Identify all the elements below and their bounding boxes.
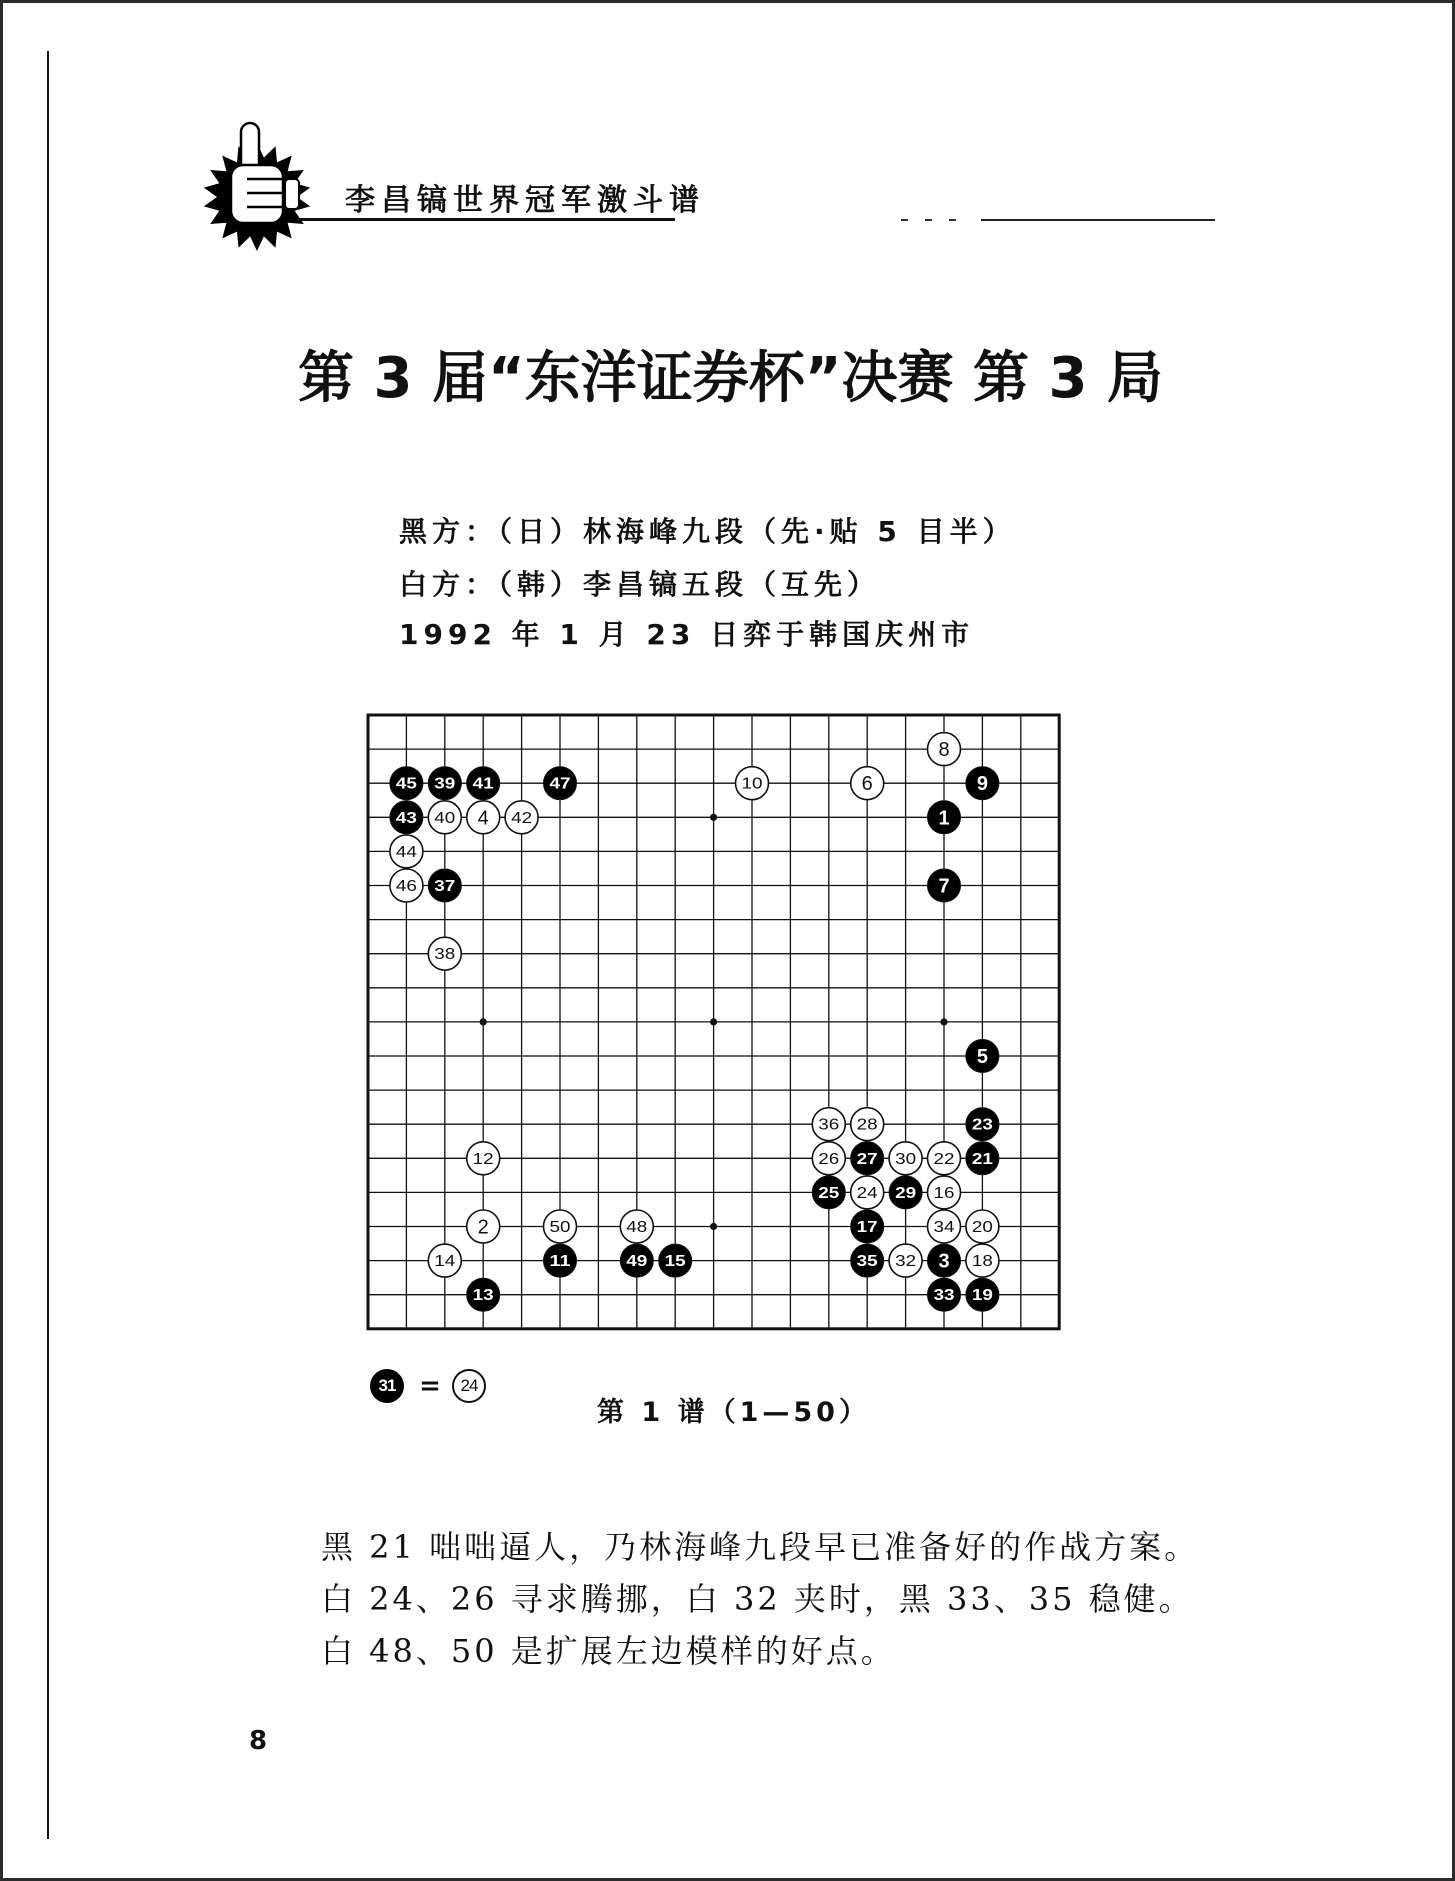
stone-white-42 [505, 801, 538, 834]
move-number: 8 [938, 739, 950, 762]
move-number: 12 [472, 1150, 494, 1168]
stone-white-26 [812, 1142, 845, 1175]
move-number: 30 [895, 1150, 917, 1168]
move-number: 6 [861, 773, 873, 796]
stone-black-29 [889, 1176, 922, 1209]
stone-black-43 [390, 801, 423, 834]
stone-white-34 [928, 1210, 961, 1243]
star-point [710, 814, 717, 821]
move-number: 34 [933, 1219, 955, 1236]
move-number: 43 [395, 809, 418, 827]
commentary-line: 黑 21 咄咄逼人，乃林海峰九段早已准备好的作战方案。 [321, 1528, 1200, 1566]
stone-black-11 [544, 1244, 577, 1277]
stone-black-45 [390, 767, 423, 800]
move-number: 21 [971, 1150, 994, 1168]
stone-black-17 [851, 1210, 884, 1243]
move-number: 46 [395, 878, 418, 895]
stone-black-7 [928, 869, 961, 902]
stone-black-3 [928, 1244, 961, 1277]
move-number: 50 [549, 1219, 571, 1236]
move-number: 44 [395, 843, 418, 861]
note-black-stone: 31 [370, 1369, 404, 1403]
stone-white-20 [966, 1210, 999, 1243]
commentary-line: 白 48、50 是扩展左边模样的好点。 [321, 1632, 896, 1670]
game-title: 第 3 届“东洋证券杯”决赛 第 3 局 [297, 346, 1164, 411]
header-rule-dot [901, 219, 908, 221]
stone-black-39 [428, 767, 461, 800]
move-number: 37 [434, 878, 456, 895]
header-rule-dot [925, 219, 932, 221]
black-player-line: 黑方：（日）林海峰九段（先·贴 5 目半） [399, 515, 1016, 548]
stone-white-22 [928, 1142, 961, 1175]
header-rule-dot [949, 219, 956, 221]
move-number: 22 [933, 1150, 955, 1168]
move-number: 15 [664, 1253, 686, 1271]
note-white-stone: 24 [452, 1369, 486, 1403]
move-number: 5 [976, 1046, 988, 1068]
stone-white-30 [889, 1142, 922, 1175]
stone-white-44 [390, 835, 423, 868]
stone-white-18 [966, 1244, 999, 1277]
star-point [710, 1018, 717, 1025]
stone-black-9 [966, 767, 999, 800]
white-player-line: 白方：（韩）李昌镐五段（互先） [399, 568, 881, 601]
move-number: 13 [472, 1287, 494, 1305]
move-number: 3 [938, 1250, 950, 1273]
move-number: 23 [971, 1116, 994, 1134]
stone-black-19 [966, 1278, 999, 1311]
page-number: 8 [249, 1726, 268, 1756]
stone-white-24 [851, 1176, 884, 1209]
move-number: 11 [549, 1253, 571, 1271]
note-equals-sign: = [419, 1371, 441, 1401]
stone-black-49 [620, 1244, 653, 1277]
stone-white-50 [544, 1210, 577, 1243]
star-point [940, 1018, 947, 1025]
move-number: 27 [856, 1150, 878, 1168]
stone-white-40 [428, 801, 461, 834]
stone-black-1 [928, 801, 961, 834]
move-number: 18 [971, 1253, 994, 1271]
stone-black-23 [966, 1108, 999, 1141]
header-rule-thin [981, 219, 1215, 221]
header-rule [297, 218, 675, 221]
move-number: 39 [434, 775, 456, 793]
stone-white-46 [390, 869, 423, 902]
move-number: 28 [856, 1116, 878, 1134]
move-number: 7 [938, 875, 950, 898]
move-number: 20 [971, 1219, 994, 1236]
stone-white-28 [851, 1108, 884, 1141]
move-number: 42 [511, 809, 533, 827]
move-number: 38 [434, 946, 456, 964]
move-number: 16 [933, 1184, 955, 1202]
move-number: 48 [626, 1219, 648, 1236]
move-number: 35 [856, 1253, 878, 1271]
stone-black-15 [659, 1244, 692, 1277]
move-number: 32 [895, 1253, 917, 1271]
stone-white-10 [736, 767, 769, 800]
stone-white-16 [928, 1176, 961, 1209]
stone-black-37 [428, 869, 461, 902]
commentary-line: 白 24、26 寻求腾挪，白 32 夹时，黑 33、35 稳健。 [321, 1580, 1194, 1618]
star-point [710, 1223, 717, 1230]
stone-white-32 [889, 1244, 922, 1277]
stone-white-8 [928, 733, 961, 766]
move-number: 10 [741, 775, 763, 793]
stone-black-5 [966, 1040, 999, 1073]
stone-black-13 [467, 1278, 500, 1311]
move-number: 1 [938, 807, 950, 830]
stone-white-38 [428, 937, 461, 970]
star-point [480, 1018, 487, 1025]
move-number: 45 [395, 775, 418, 793]
move-number: 4 [477, 807, 489, 830]
stone-white-2 [467, 1210, 500, 1243]
move-number: 47 [549, 775, 571, 793]
move-number: 49 [626, 1253, 648, 1271]
move-number: 26 [818, 1150, 840, 1168]
move-number: 17 [856, 1219, 878, 1236]
thumbs-up-icon [201, 119, 317, 253]
stone-white-4 [467, 801, 500, 834]
stone-white-6 [851, 767, 884, 800]
stone-black-21 [966, 1142, 999, 1175]
move-number: 41 [472, 775, 494, 793]
series-title: 李昌镐世界冠军激斗谱 [345, 183, 705, 218]
move-number: 36 [818, 1116, 840, 1134]
move-number: 2 [477, 1216, 489, 1239]
stone-white-12 [467, 1142, 500, 1175]
stone-black-27 [851, 1142, 884, 1175]
stone-white-48 [620, 1210, 653, 1243]
move-number: 25 [818, 1184, 840, 1202]
stone-black-33 [928, 1278, 961, 1311]
stone-white-36 [812, 1108, 845, 1141]
stone-black-35 [851, 1244, 884, 1277]
go-board-diagram [343, 693, 1083, 1353]
stone-black-47 [544, 767, 577, 800]
stone-black-41 [467, 767, 500, 800]
move-number: 33 [933, 1287, 955, 1305]
date-place-line: 1992 年 1 月 23 日弈于韩国庆州市 [399, 618, 975, 651]
stone-black-25 [812, 1176, 845, 1209]
cuff-shape [285, 179, 299, 209]
move-number: 9 [976, 773, 988, 796]
commentary-text [321, 1521, 1199, 1677]
stone-white-14 [428, 1244, 461, 1277]
move-number: 19 [971, 1287, 994, 1305]
diagram-caption: 第 1 谱（1—50） [597, 1397, 870, 1428]
move-number: 40 [434, 809, 456, 827]
move-number: 29 [895, 1184, 917, 1202]
binding-rule [47, 51, 49, 1839]
move-number: 14 [434, 1253, 456, 1271]
move-number: 24 [856, 1184, 878, 1202]
